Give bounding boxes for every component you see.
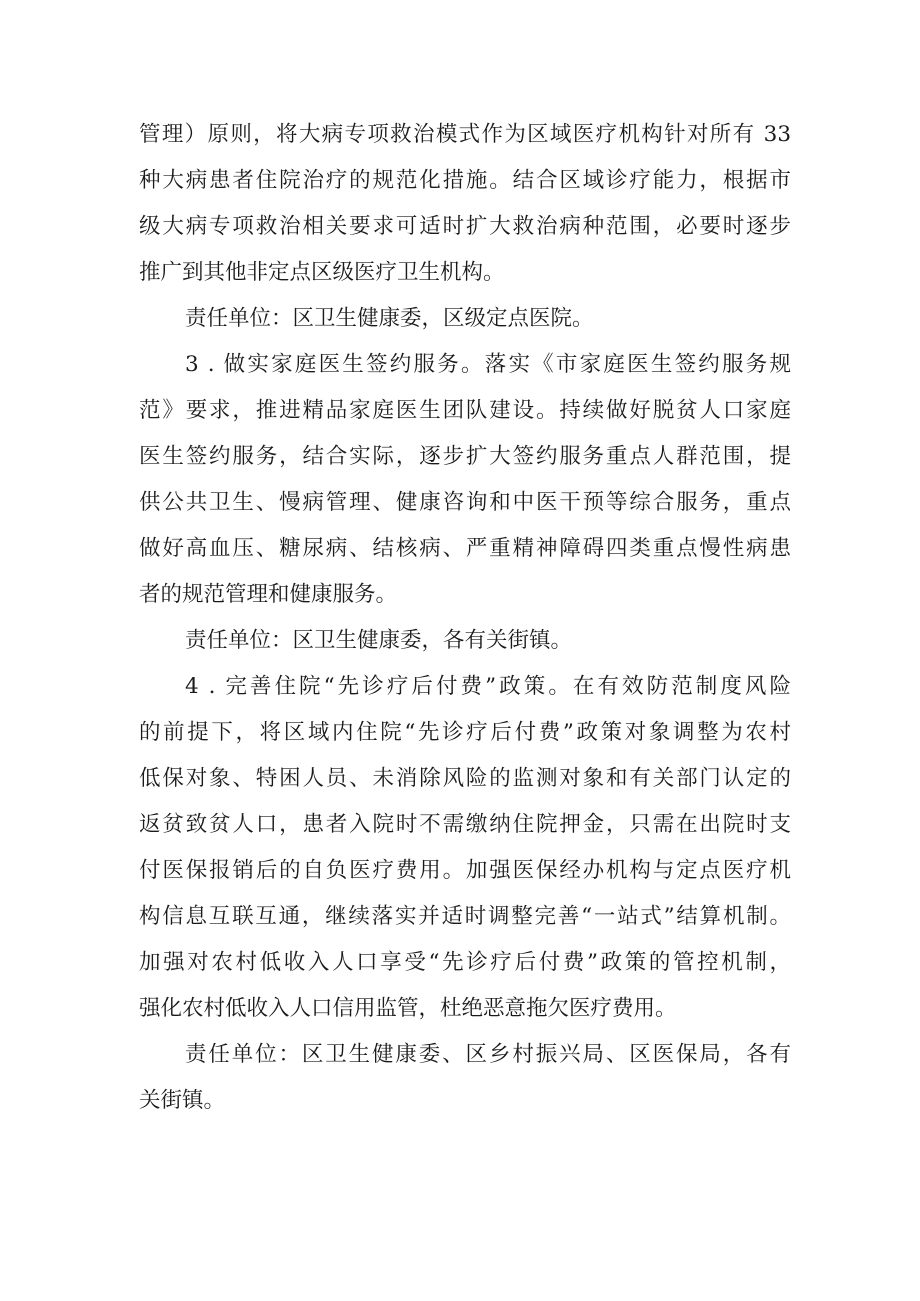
text-line: 推广到其他非定点区级医疗卫生机构。 (139, 260, 505, 285)
text-line: 的前提下，将区域内住院“先诊疗后付费”政策对象调整为农村 (139, 720, 791, 745)
text-line: 构信息互联互通，继续落实并适时调整完善“一站式”结算机制。 (139, 904, 791, 929)
document-body (139, 112, 791, 1124)
text-line: 4 . 完善住院“先诊疗后付费”政策。在有效防范制度风险 (185, 674, 791, 699)
text-line: 付医保报销后的自负医疗费用。加强医保经办机构与定点医疗机 (139, 858, 791, 883)
text-line: 3 . 做实家庭医生签约服务。落实《市家庭医生签约服务规 (185, 352, 791, 377)
text-line: 强化农村低收入人口信用监管，杜绝恶意拖欠医疗费用。 (139, 996, 677, 1021)
text-line: 做好高血压、糖尿病、结核病、严重精神障碍四类重点慢性病患 (139, 536, 791, 561)
text-line: 供公共卫生、慢病管理、健康咨询和中医干预等综合服务，重点 (139, 490, 791, 515)
text-line: 范》要求，推进精品家庭医生团队建设。持续做好脱贫人口家庭 (139, 398, 791, 423)
text-line: 加强对农村低收入人口享受“先诊疗后付费”政策的管控机制， (139, 950, 791, 975)
text-line: 低保对象、特困人员、未消除风险的监测对象和有关部门认定的 (139, 766, 791, 791)
text-line: 医生签约服务，结合实际，逐步扩大签约服务重点人群范围，提 (139, 444, 791, 469)
text-line: 责任单位：区卫生健康委，区级定点医院。 (185, 306, 594, 331)
text-line: 关街镇。 (139, 1088, 226, 1113)
text-line: 返贫致贫人口，患者入院时不需缴纳住院押金，只需在出院时支 (139, 812, 791, 837)
text-line: 责任单位：区卫生健康委、区乡村振兴局、区医保局，各有 (185, 1042, 791, 1067)
text-line: 级大病专项救治相关要求可适时扩大救治病种范围，必要时逐步 (139, 214, 791, 239)
text-line: 种大病患者住院治疗的规范化措施。结合区域诊疗能力，根据市 (139, 168, 791, 193)
text-line: 管理）原则，将大病专项救治模式作为区域医疗机构针对所有 33 (139, 122, 791, 147)
text-line: 者的规范管理和健康服务。 (139, 582, 398, 607)
text-line: 责任单位：区卫生健康委，各有关街镇。 (185, 628, 573, 653)
